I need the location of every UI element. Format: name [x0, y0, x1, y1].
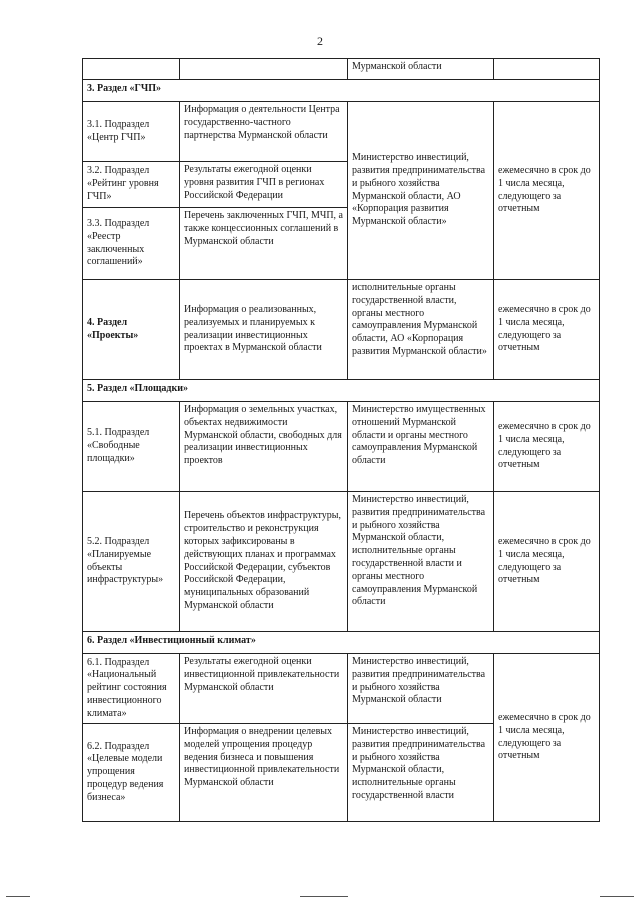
cell-organization: Министерство инвестиций, развития предпринимательства и рыбного хозяйства Мурманской области, исполнительные органы государственной власти [348, 724, 494, 822]
cell-info: Перечень заключенных ГЧП, МЧП, а также концессионных соглашений в Мурманской области [180, 208, 348, 280]
cell-info: Информация о земельных участках, объектах недвижимости Мурманской области, свободных для реализации инвестиционных проектов [180, 402, 348, 492]
cell-organization: Министерство инвестиций, развития предпринимательства и рыбного хозяйства Мурманской области, исполнительные органы государственной власти и органы местного самоуправления Мурманской области [348, 492, 494, 632]
cell-subsection: 3.3. Подраздел «Реестр заключенных соглашений» [83, 208, 180, 280]
section-row [83, 632, 600, 654]
section-title-5: 5. Раздел «Площадки» [83, 380, 600, 402]
cell-subsection: 5.1. Подраздел «Свободные площадки» [83, 402, 180, 492]
cell-frequency: ежемесячно в срок до 1 числа месяца, следующего за отчетным [494, 102, 600, 280]
scan-edge-mark [6, 896, 30, 897]
table-cell [180, 59, 348, 80]
cell-subsection: 6.1. Подраздел «Национальный рейтинг состояния инвестиционного климата» [83, 654, 180, 724]
cell-organization: Министерство имущественных отношений Мурманской области и органы местного самоуправления Мурманской области [348, 402, 494, 492]
page-number: 2 [317, 34, 323, 48]
table-row [83, 280, 600, 380]
cell-info: Результаты ежегодной оценки инвестиционной привлекательности Мурманской области [180, 654, 348, 724]
table-row [83, 102, 600, 162]
cell-info: Результаты ежегодной оценки уровня развития ГЧП в регионах Российской Федерации [180, 162, 348, 208]
table-cell [83, 59, 180, 80]
section-row [83, 380, 600, 402]
cell-subsection: 6.2. Подраздел «Целевые модели упрощения процедур ведения бизнеса» [83, 724, 180, 822]
cell-frequency: ежемесячно в срок до 1 числа месяца, следующего за отчетным [494, 402, 600, 492]
section-title-6: 6. Раздел «Инвестиционный климат» [83, 632, 600, 654]
cell-info: Информация о внедрении целевых моделей упрощения процедур ведения бизнеса и повышения инвестиционной привлекательности Мурманской области [180, 724, 348, 822]
cell-frequency: ежемесячно в срок до 1 числа месяца, следующего за отчетным [494, 280, 600, 380]
table-cell [494, 59, 600, 80]
table-row [83, 654, 600, 724]
table-row [83, 59, 600, 80]
cell-subsection: 3.1. Подраздел «Центр ГЧП» [83, 102, 180, 162]
cell-organization: Мурманской области [348, 59, 494, 80]
cell-frequency: ежемесячно в срок до 1 числа месяца, следующего за отчетным [494, 654, 600, 822]
cell-section: 4. Раздел «Проекты» [83, 280, 180, 380]
cell-info: Информация о деятельности Центра государственно-частного партнерства Мурманской области [180, 102, 348, 162]
cell-frequency: ежемесячно в срок до 1 числа месяца, следующего за отчетным [494, 492, 600, 632]
cell-info: Информация о реализованных, реализуемых и планируемых к реализации инвестиционных проектах в Мурманской области [180, 280, 348, 380]
cell-organization: Министерство инвестиций, развития предпринимательства и рыбного хозяйства Мурманской области [348, 654, 494, 724]
scan-edge-mark [300, 896, 348, 897]
cell-info: Перечень объектов инфраструктуры, строительство и реконструкция которых зафиксированы в действующих планах и программах Российской Федерации, субъектов Российской Федерации, муниципальных образований Мурманской области [180, 492, 348, 632]
cell-subsection: 5.2. Подраздел «Планируемые объекты инфраструктуры» [83, 492, 180, 632]
table-row [83, 402, 600, 492]
section-row [83, 80, 600, 102]
scan-edge-mark [600, 896, 634, 897]
section-title-3: 3. Раздел «ГЧП» [83, 80, 600, 102]
cell-subsection: 3.2. Подраздел «Рейтинг уровня ГЧП» [83, 162, 180, 208]
cell-organization: Министерство инвестиций, развития предпринимательства и рыбного хозяйства Мурманской области, АО «Корпорация развития Мурманской области» [348, 102, 494, 280]
table-row [83, 492, 600, 632]
cell-organization: исполнительные органы государственной власти, органы местного самоуправления Мурманской области, АО «Корпорация развития Мурманской области» [348, 280, 494, 380]
document-table [82, 58, 600, 822]
